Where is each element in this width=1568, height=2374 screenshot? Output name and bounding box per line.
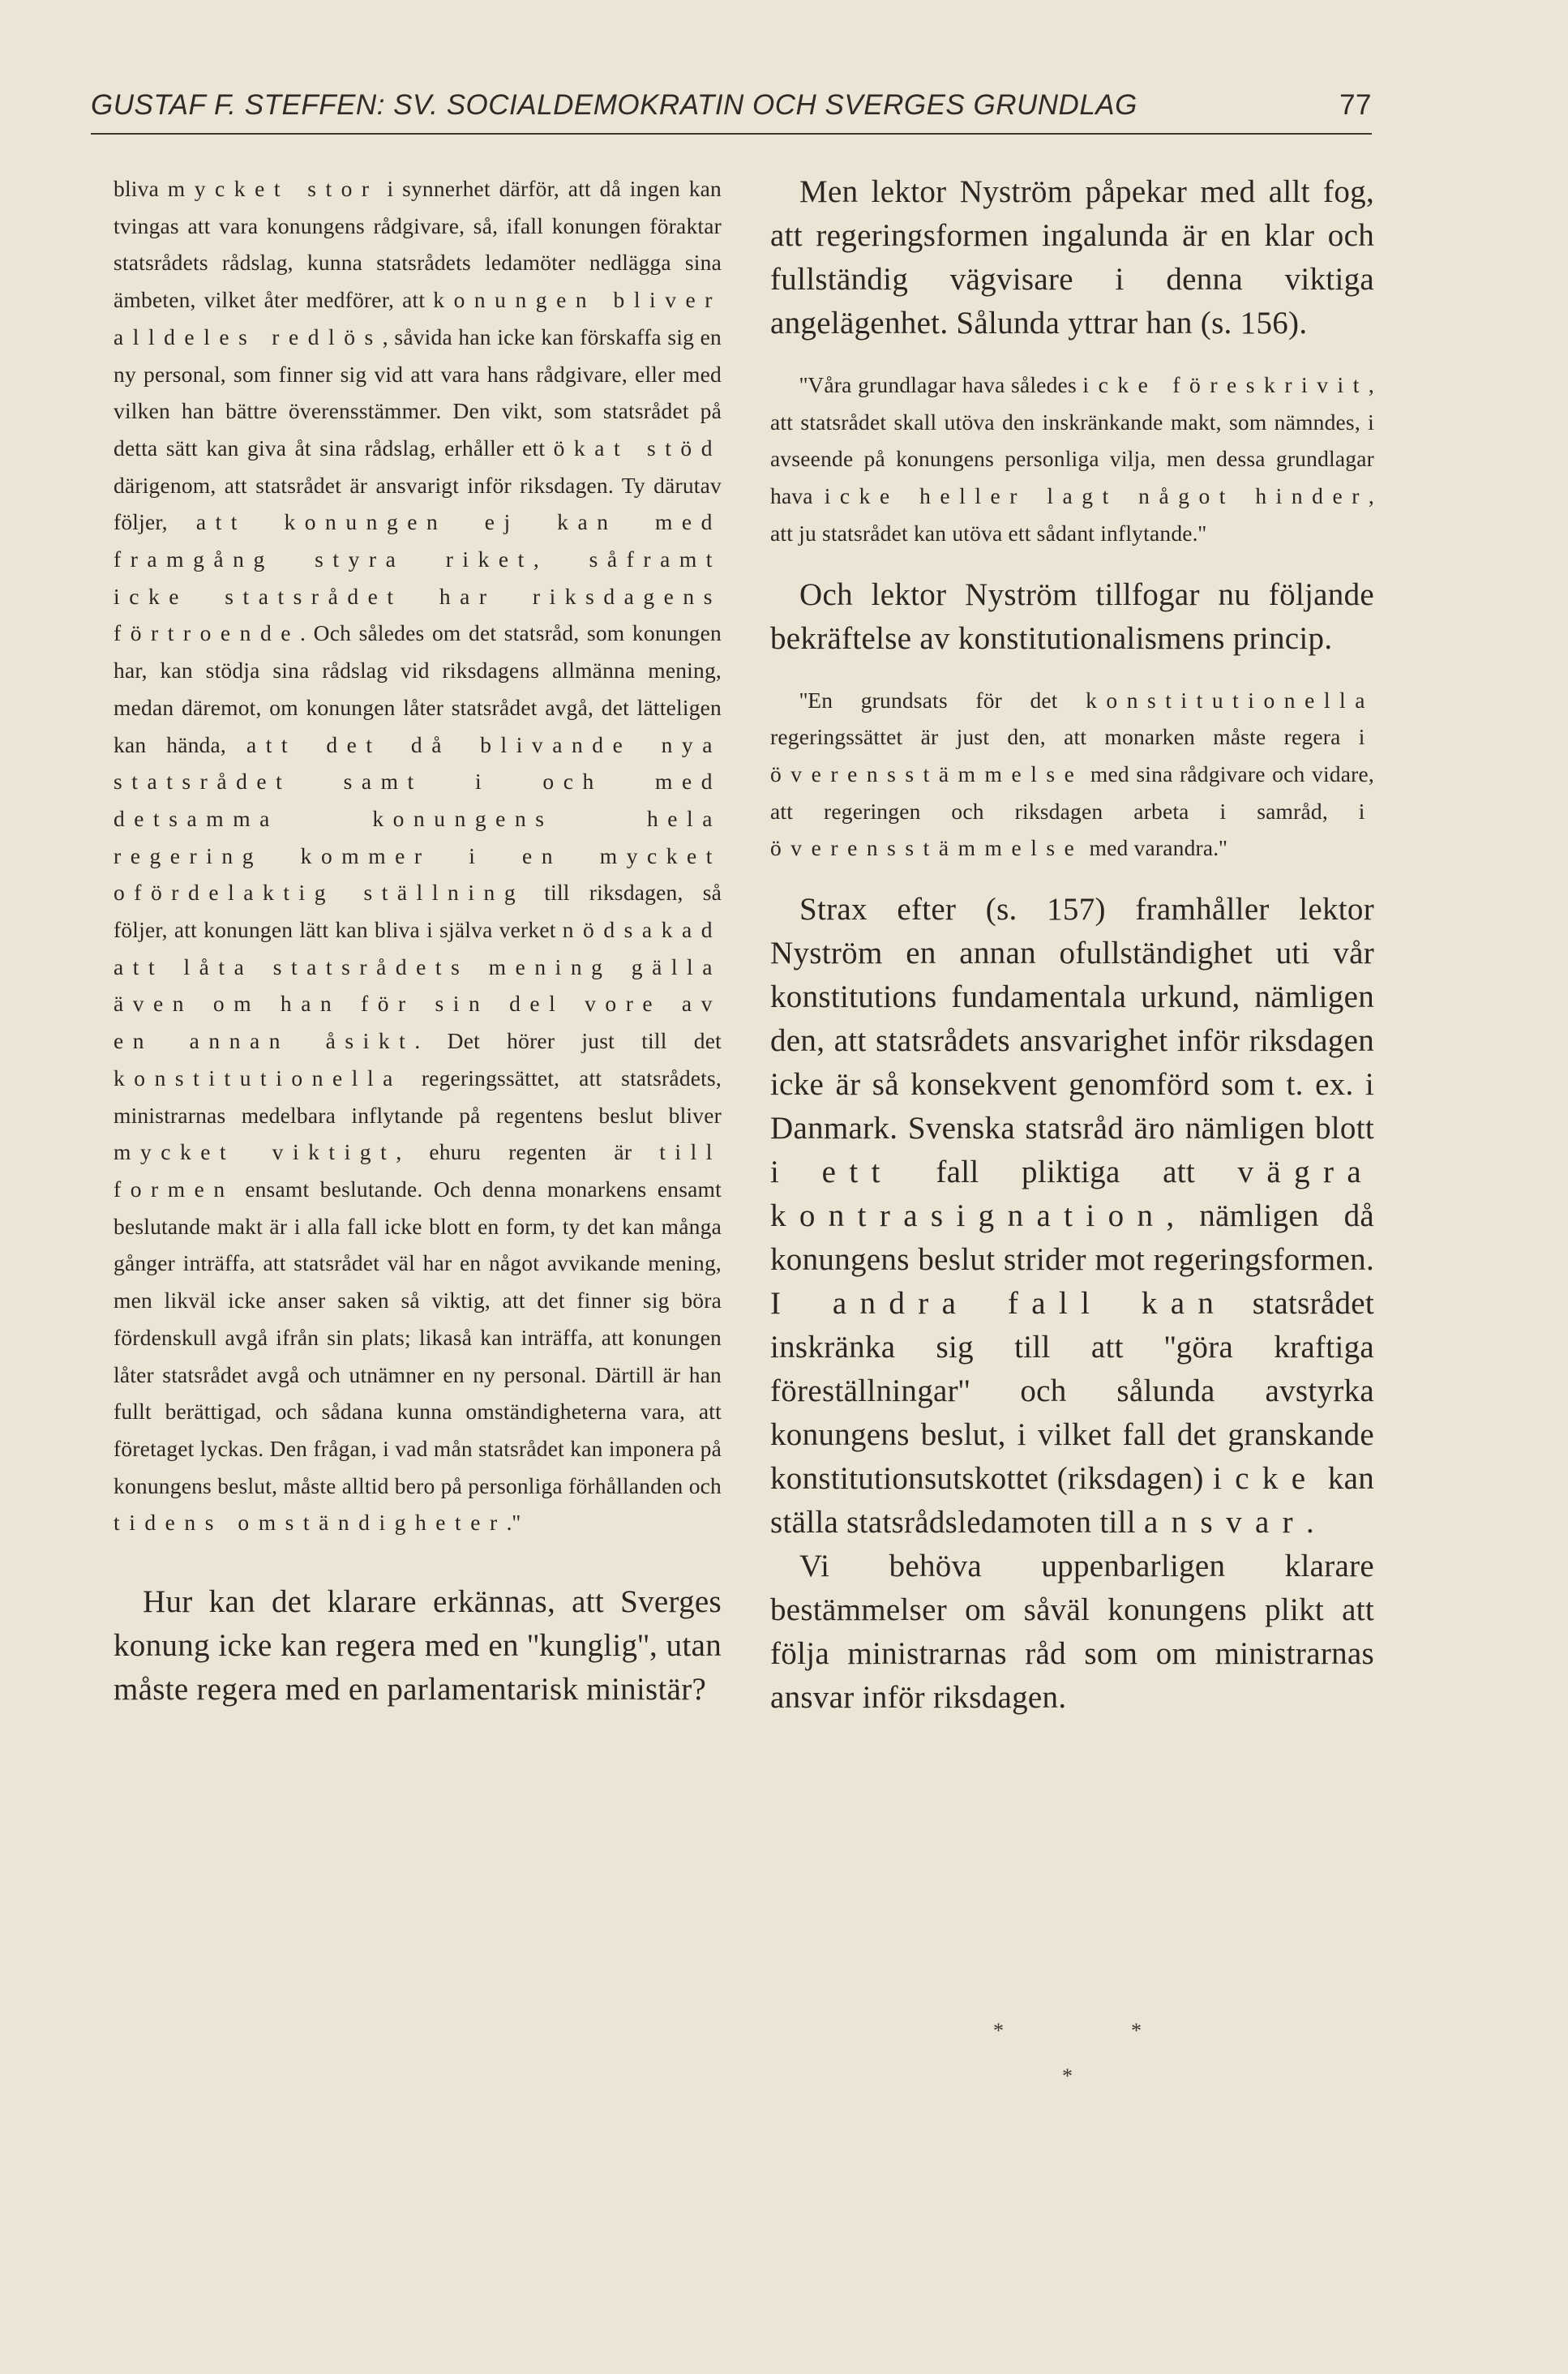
right-quote-1 — [770, 366, 1374, 552]
text-run: ''Våra grundlagar hava således — [799, 372, 1083, 397]
text-run: ''En grundsats för det — [799, 687, 1086, 713]
spaced-emphasis: tidens omständigheter — [114, 1510, 507, 1536]
spaced-emphasis: mycket stor — [167, 176, 379, 201]
text-run: Strax efter (s. 157) framhåller lektor Nyström en annan ofullständighet uti vår konstitutions fundamentala urkund, nämligen den, att statsrådets ansvarighet inför riksdagen icke är så konsekvent genomförd som t. ex. i Danmark. Svenska statsråd äro nämligen blott i — [770, 892, 1374, 1190]
text-run: bliva — [114, 176, 168, 201]
text-run: . — [1306, 1505, 1315, 1541]
spaced-emphasis: vägra kontrasignation — [770, 1155, 1375, 1234]
running-header — [91, 89, 1372, 122]
spaced-emphasis: konstitutionella — [114, 1065, 402, 1091]
page-number: 77 — [1339, 89, 1372, 121]
header-title: GUSTAF F. STEFFEN: SV. SOCIALDEMOKRATIN OCH SVERGES GRUNDLAG — [91, 89, 1137, 121]
text-run: , nämligen då konungens beslut strider mot regeringsformen. — [770, 1198, 1374, 1278]
text-run: ensamt beslutande. Och denna monarkens ensamt beslutande makt är i alla fall icke blott en form, ty det kan många gånger inträffa, att statsrådet väl har en något avvikande mening, men likväl icke anser saken så viktig, att det finner sig böra fördenskull avgå ifrån sin plats; likaså kan inträffa, att konungen låter statsrådet avgå och utnämner en ny personal. Därtill är han fullt berättigad, och sådana kunna omständigheterna vara, att företaget lyckas. Den frågan, i vad mån statsrådet kan imponera på konungens beslut, måste alltid bero på personliga förhållanden och — [114, 1176, 722, 1498]
text-run: i synnerhet därför, att då ingen kan tvingas att vara konungens rådgivare, så, ifall konungen föraktar statsrådets rådslag, kunna statsrådets ledamöter nedlägga sina ämbeten, vilket åter medförer, att — [114, 176, 722, 313]
spaced-emphasis: att det då blivande nya statsrådet samt i och med detsamma konungens hela regering kommer i en mycket ofördelaktig ställning — [114, 731, 722, 906]
text-run: till riksdagen, så följer, att konungen lätt kan bliva i själva verket — [114, 880, 722, 943]
text-run: regeringssättet, att statsrådets, ministrarnas medelbara inflytande på regentens beslut bliver — [114, 1065, 722, 1128]
text-run: därigenom, att statsrådet är ansvarigt inför riksdagen. Ty därutav följer, — [114, 472, 722, 535]
spaced-emphasis: i överensstämmelse — [770, 798, 1374, 861]
text-run: fall pliktiga att — [893, 1155, 1238, 1190]
spaced-emphasis: mycket viktigt — [114, 1139, 396, 1165]
right-quote-2 — [770, 682, 1374, 868]
text-run: , att ju statsrådet kan utöva ett sådant inflytande.'' — [770, 483, 1374, 546]
spaced-emphasis: ansvar — [1143, 1505, 1307, 1541]
text-run: . Och således om det statsråd, som konungen har, kan stödja sina rådslag vid riksdagens allmänna mening, medan däremot, om konungen låter statsrådet avgå, det lätteligen kan hända, — [114, 620, 722, 757]
right-paragraph-3 — [770, 888, 1374, 1545]
asterisk: * — [993, 2019, 1004, 2042]
spaced-emphasis: ett — [821, 1155, 893, 1190]
spaced-emphasis: I andra fall kan — [770, 1286, 1227, 1322]
text-run: med sina rådgivare och vidare, att regeringen och riksdagen arbeta i samråd, — [770, 761, 1374, 824]
text-run: , ehuru regenten är — [396, 1139, 660, 1165]
header-rule — [91, 133, 1372, 135]
text-run: , att statsrådet skall utöva den inskränkande makt, som nämndes, i avseende på konungens personliga vilja, men dessa grundlagar hava — [770, 372, 1374, 509]
asterisk: * — [1062, 2064, 1073, 2088]
text-run: .'' — [506, 1510, 521, 1536]
text-run: , såvida han icke kan förskaffa sig en ny personal, som finner sig vid att vara hans rådgivare, eller med vilken han bättre överensstämmer. Den vikt, som statsrådet på detta sätt kan giva åt sina rådslag, erhåller ett — [114, 324, 722, 461]
spaced-emphasis: till formen — [114, 1139, 722, 1202]
left-column — [114, 170, 722, 1712]
text-run: regeringssättet är just den, att monarken måste regera — [770, 724, 1359, 750]
asterisk: * — [1131, 2019, 1142, 2042]
spaced-emphasis: nödsakad att låta statsrådets mening gälla även om han för sin del vore av en annan åsikt — [114, 917, 722, 1054]
text-run: med varandra.'' — [1083, 835, 1227, 861]
right-paragraph-4: Vi behöva uppenbarligen klarare bestämmelser om såväl konungens plikt att följa ministrarnas råd som om ministrarnas ansvar inför riksdagen. — [770, 1549, 1374, 1716]
right-paragraph-1: Men lektor Nyström påpekar med allt fog, att regeringsformen ingalunda är en klar och fullständig vägvisare i denna viktiga angelägenhet. Sålunda yttrar han (s. 156). — [770, 174, 1374, 341]
spaced-emphasis: konungen bliver alldeles redlös — [114, 287, 722, 349]
spaced-emphasis: icke — [1212, 1461, 1319, 1497]
text-run: kan ställa statsrådsledamoten till — [770, 1461, 1374, 1541]
spaced-emphasis: i överensstämmelse — [770, 724, 1374, 786]
text-run: . Det hörer just till det — [414, 1028, 722, 1054]
spaced-emphasis: ökat stöd — [553, 435, 722, 461]
spaced-emphasis: icke föreskrivit — [1082, 372, 1369, 397]
section-break-asterisks — [770, 2019, 1374, 2116]
text-run: statsrådet inskränka sig till att ''göra kraftiga föreställningar'' och sålunda avstyrka konungens beslut, i vilket fall det granskande konstitutionsutskottet (riksdagen) — [770, 1286, 1374, 1497]
spaced-emphasis: icke heller lagt något hinder — [824, 483, 1369, 509]
spaced-emphasis: att konungen ej kan med framgång styra riket, såframt icke statsrådet har riksdagens förtroende — [114, 509, 722, 646]
spaced-emphasis: konstitutionella — [1086, 687, 1374, 713]
right-column — [770, 170, 1374, 1720]
left-quote — [114, 170, 722, 1541]
right-paragraph-2: Och lektor Nyström tillfogar nu följande bekräftelse av konstitutionalismens princip. — [770, 576, 1374, 656]
left-paragraph: Hur kan det klarare erkännas, att Sverges konung icke kan regera med en ''kunglig'', utan måste regera med en parlamentarisk ministär? — [114, 1584, 722, 1708]
